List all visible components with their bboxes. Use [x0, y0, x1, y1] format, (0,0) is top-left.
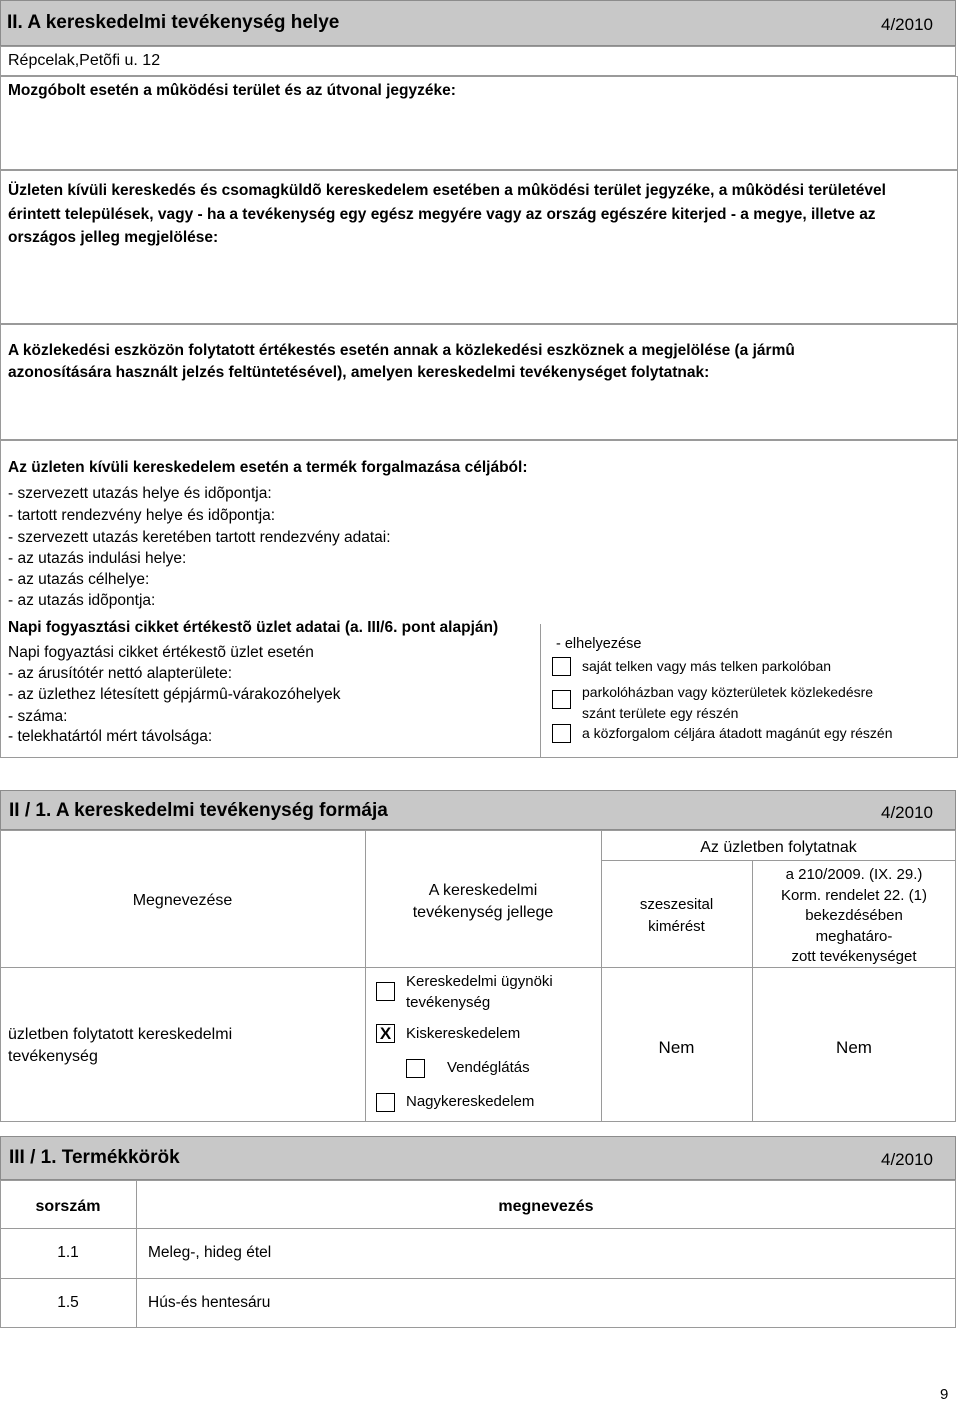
- section-2-doc-number: 4/2010: [881, 15, 933, 34]
- table-divider: [0, 1228, 956, 1229]
- section-2-1-title: II / 1. A kereskedelmi tevékenység formája: [9, 800, 388, 821]
- section-2-1-header: [0, 790, 956, 830]
- table-divider: [0, 967, 956, 968]
- col-header-name: Megnevezése: [132, 892, 233, 909]
- section-3-1-doc-number: 4/2010: [881, 1150, 933, 1169]
- activity-option-label: Vendéglátás: [447, 1059, 530, 1076]
- col-header-nature-cont: tevékenység jellege: [412, 904, 554, 921]
- daily-goods-item: - száma:: [8, 708, 68, 725]
- col-header-group: Az üzletben folytatnak: [700, 839, 857, 856]
- location-option-label: saját telken vagy más telken parkolóban: [582, 658, 832, 674]
- product-row-number: 1.1: [57, 1244, 79, 1261]
- col-header-regulation-cont: zott tevékenységet: [791, 948, 917, 965]
- page-number: 9: [940, 1386, 949, 1403]
- col-header-regulation-cont: Korm. rendelet 22. (1): [781, 887, 927, 904]
- activity-option-label: Nagykereskedelem: [406, 1093, 535, 1110]
- table-divider: [601, 860, 956, 861]
- location-checkbox-private-road[interactable]: [552, 724, 571, 743]
- section-3-1-title: III / 1. Termékkörök: [9, 1147, 180, 1168]
- daily-goods-item: Napi fogyaztási cikket értékestõ üzlet esetén: [8, 644, 314, 661]
- outside-store-label: Üzleten kívüli kereskedés és csomagküldõ kereskedelem esetében a mûködési terület jegyzéke, a mûködési területével érintett települések, vagy - ha a tevékenység egy egész megyére vagy az ország egészére kiterjed - a megye, illetve az országos jelleg megjelölése:: [8, 182, 886, 246]
- outside-trade-item: - az utazás indulási helye:: [8, 550, 187, 567]
- daily-goods-heading: Napi fogyasztási cikket értékestõ üzlet adatai (a. III/6. pont alapján): [8, 619, 499, 636]
- location-option-label-cont: szánt területe egy részén: [582, 705, 739, 721]
- section-2-header: [0, 0, 956, 46]
- table-divider: [0, 1278, 956, 1279]
- table-divider: [601, 830, 602, 1122]
- outside-trade-item: - az utazás célhelye:: [8, 571, 150, 588]
- activity-option-label-cont: tevékenység: [406, 994, 491, 1011]
- location-checkbox-garage[interactable]: [552, 690, 571, 709]
- outside-trade-item: - tartott rendezvény helye és idõpontja:: [8, 507, 276, 524]
- location-label: - elhelyezése: [556, 636, 642, 652]
- row-name: üzletben folytatott kereskedelmi: [8, 1026, 233, 1043]
- activity-checkbox-retail[interactable]: X: [376, 1024, 395, 1043]
- vehicle-label: A közlekedési eszközön folytatott értékestés esetén annak a közlekedési eszköznek a megjelölése (a jármû azonosítására használt jelzés feltüntetésével), amelyen kereskedelmi tevékenységet folytatnak:: [8, 342, 795, 381]
- col-header-nature: A kereskedelmi: [428, 882, 538, 899]
- col-header-alcohol: szeszesital: [639, 896, 714, 913]
- section-3-1-header: [0, 1136, 956, 1180]
- table-divider: [365, 830, 366, 1122]
- regulation-value: Nem: [836, 1038, 872, 1057]
- activity-checkbox-catering[interactable]: [406, 1059, 425, 1078]
- section-2-title: II. A kereskedelmi tevékenység helye: [7, 12, 340, 33]
- col-header-product-name: megnevezés: [498, 1198, 594, 1215]
- col-header-regulation: a 210/2009. (IX. 29.): [785, 866, 923, 883]
- daily-goods-item: - az üzlethez létesített gépjármû-várakozóhelyek: [8, 686, 341, 703]
- location-option-label: parkolóházban vagy közterületek közlekedésre: [582, 684, 874, 700]
- outside-trade-item: - szervezett utazás helye és idõpontja:: [8, 485, 272, 502]
- col-header-number: sorszám: [35, 1198, 101, 1215]
- mobile-shop-label: Mozgóbolt esetén a mûködési terület és az útvonal jegyzéke:: [8, 82, 456, 99]
- col-header-regulation-cont: meghatáro-: [815, 928, 893, 945]
- daily-goods-item: - az árusítótér nettó alapterülete:: [8, 665, 233, 682]
- address-value: Répcelak,Petõfi u. 12: [8, 52, 161, 69]
- row-name-cont: tevékenység: [8, 1048, 98, 1065]
- activity-option-label: Kereskedelmi ügynöki: [406, 973, 553, 990]
- activity-option-label: Kiskereskedelem: [406, 1025, 521, 1042]
- activity-checkbox-agent[interactable]: [376, 982, 395, 1001]
- col-header-regulation-cont: bekezdésében: [805, 907, 903, 924]
- product-row-number: 1.5: [57, 1294, 79, 1311]
- location-option-label: a közforgalom céljára átadott magánút egy részén: [582, 725, 893, 741]
- outside-trade-heading: Az üzleten kívüli kereskedelem esetén a termék forgalmazása céljából:: [8, 459, 528, 476]
- location-checkbox-own-lot[interactable]: [552, 657, 571, 676]
- alcohol-value: Nem: [658, 1038, 695, 1057]
- outside-trade-item: - szervezett utazás keretében tartott rendezvény adatai:: [8, 529, 391, 546]
- location-divider: [540, 624, 541, 758]
- outside-trade-item: - az utazás idõpontja:: [8, 592, 156, 609]
- activity-checkbox-wholesale[interactable]: [376, 1093, 395, 1112]
- product-row-name: Hús-és hentesáru: [148, 1294, 271, 1311]
- daily-goods-item: - telekhatártól mért távolsága:: [8, 728, 213, 745]
- product-row-name: Meleg-, hideg étel: [148, 1244, 272, 1261]
- section-2-1-doc-number: 4/2010: [881, 803, 933, 822]
- col-header-alcohol-cont: kimérést: [648, 918, 705, 935]
